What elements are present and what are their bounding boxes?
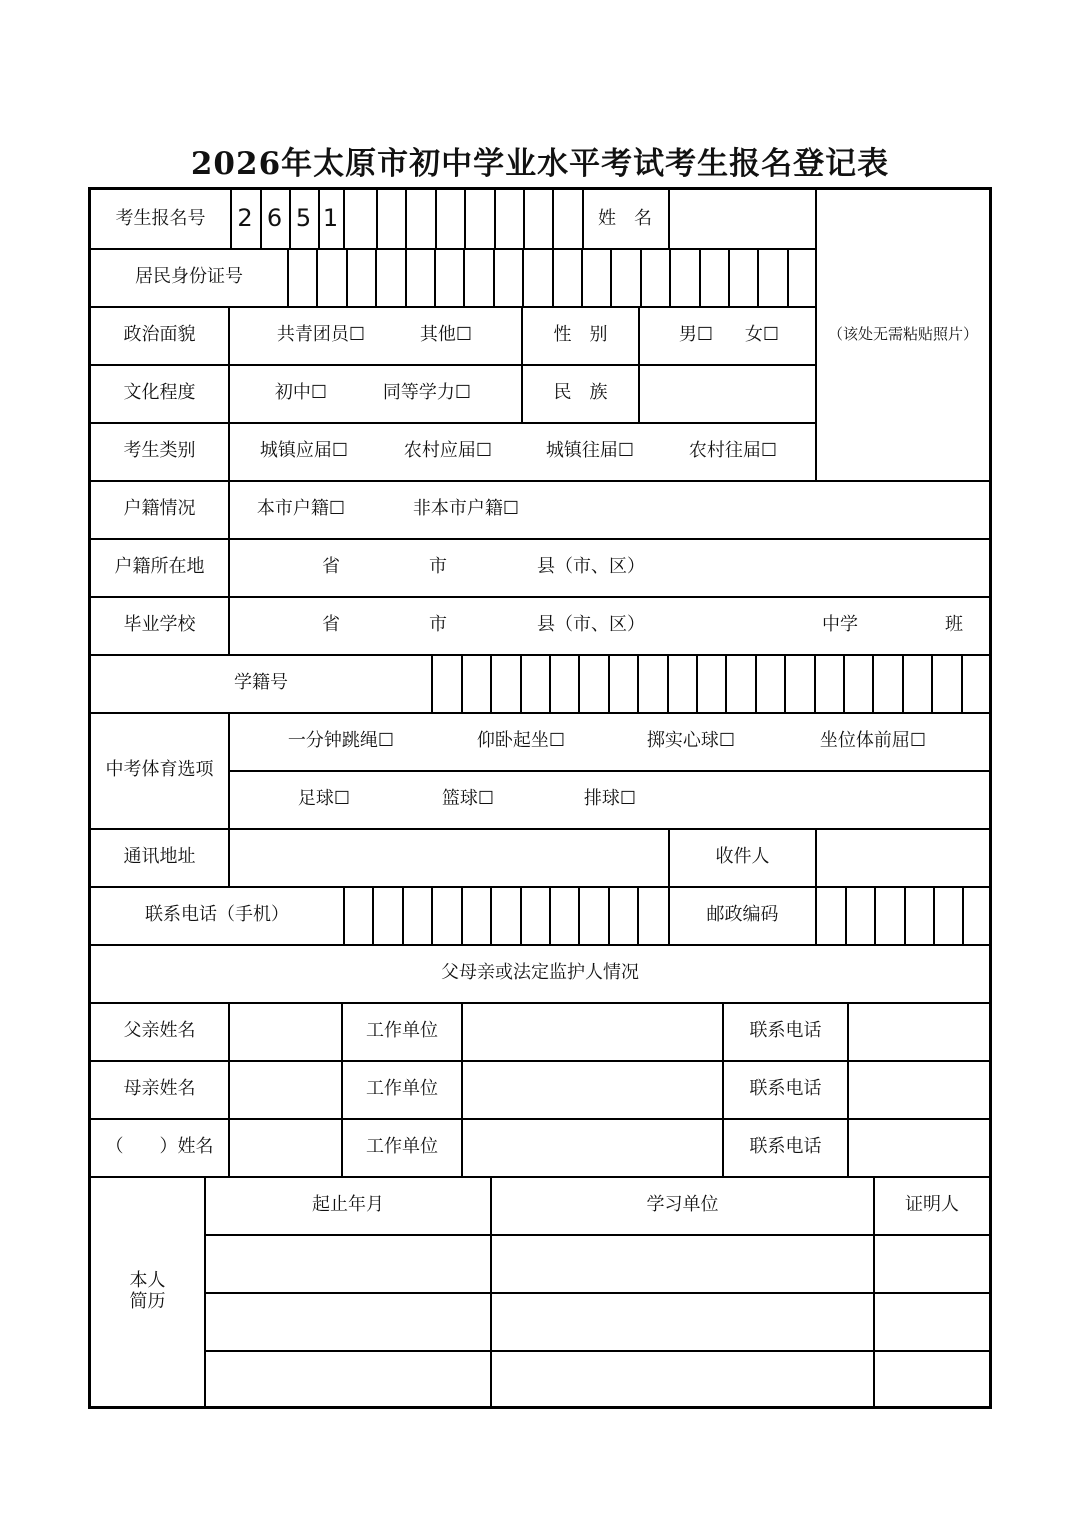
mother-workplace-label: 工作单位 bbox=[366, 1077, 438, 1099]
ethnicity-field[interactable] bbox=[640, 366, 815, 422]
resume-witness-field[interactable] bbox=[875, 1236, 989, 1292]
guardian-workplace-field[interactable] bbox=[463, 1120, 722, 1176]
resume-witness-field[interactable] bbox=[875, 1352, 989, 1406]
category-option-urban-previous[interactable]: 城镇往届☐ bbox=[545, 439, 635, 461]
mother-phone-label: 联系电话 bbox=[749, 1077, 822, 1099]
cell-divider bbox=[228, 306, 230, 422]
resume-unit-field[interactable] bbox=[492, 1352, 873, 1406]
id-number-field[interactable] bbox=[289, 250, 815, 306]
candidate-category-label: 考生类别 bbox=[123, 439, 196, 461]
photo-note: （该处无需粘贴照片） bbox=[827, 325, 978, 344]
father-workplace-field[interactable] bbox=[463, 1004, 722, 1060]
postcode-field[interactable] bbox=[817, 888, 989, 944]
student-number-label: 学籍号 bbox=[234, 671, 288, 693]
resume-witness-header: 证明人 bbox=[905, 1193, 959, 1215]
mother-name-label: 母亲姓名 bbox=[123, 1077, 196, 1099]
resume-period-field[interactable] bbox=[206, 1352, 490, 1406]
guardian-name-label: （ ）姓名 bbox=[105, 1135, 214, 1157]
hukou-location-label: 户籍所在地 bbox=[114, 555, 205, 577]
education-label: 文化程度 bbox=[123, 381, 196, 403]
exam-number-digit-box[interactable] bbox=[494, 190, 523, 248]
mother-phone-field[interactable] bbox=[849, 1062, 989, 1118]
exam-number-digit-box[interactable] bbox=[464, 190, 494, 248]
mother-name-field[interactable] bbox=[230, 1062, 341, 1118]
cell-divider bbox=[228, 422, 230, 480]
exam-number-digit: 5 bbox=[295, 204, 312, 233]
school-city-suffix: 市 bbox=[429, 613, 447, 635]
school-name-suffix: 中学 bbox=[822, 613, 858, 635]
pe-option-volleyball[interactable]: 排球☐ bbox=[583, 787, 637, 809]
parents-section-header: 父母亲或法定监护人情况 bbox=[441, 961, 639, 983]
exam-number-digit-box[interactable] bbox=[552, 190, 582, 248]
mother-workplace-field[interactable] bbox=[463, 1062, 722, 1118]
guardian-phone-label: 联系电话 bbox=[749, 1135, 822, 1157]
id-number-label: 居民身份证号 bbox=[135, 265, 243, 287]
recipient-field[interactable] bbox=[817, 830, 989, 886]
father-phone-label: 联系电话 bbox=[749, 1019, 822, 1041]
pe-option-sit-and-reach[interactable]: 坐位体前屈☐ bbox=[819, 729, 927, 751]
resume-witness-field[interactable] bbox=[875, 1294, 989, 1350]
cell-divider bbox=[228, 712, 230, 828]
hukou-label: 户籍情况 bbox=[123, 497, 196, 519]
political-option-league-member[interactable]: 共青团员☐ bbox=[276, 323, 366, 345]
exam-number-digit: 2 bbox=[237, 204, 253, 233]
father-phone-field[interactable] bbox=[849, 1004, 989, 1060]
father-name-label: 父亲姓名 bbox=[123, 1019, 196, 1041]
category-option-urban-current[interactable]: 城镇应届☐ bbox=[259, 439, 349, 461]
exam-number-digit-box[interactable] bbox=[523, 190, 552, 248]
recipient-label: 收件人 bbox=[715, 845, 770, 867]
student-number-field[interactable] bbox=[433, 656, 989, 712]
father-name-field[interactable] bbox=[230, 1004, 341, 1060]
hukou-province-suffix: 省 bbox=[322, 555, 340, 577]
registration-form-table bbox=[88, 187, 992, 1409]
exam-number-digit-box[interactable] bbox=[405, 190, 435, 248]
category-option-rural-current[interactable]: 农村应届☐ bbox=[403, 439, 493, 461]
page-title: 2026年太原市初中学业水平考试考生报名登记表 bbox=[190, 146, 890, 182]
address-field[interactable] bbox=[230, 830, 668, 886]
resume-label-line2: 简历 bbox=[129, 1291, 166, 1312]
ethnicity-label: 民 族 bbox=[553, 381, 608, 403]
mobile-phone-field[interactable] bbox=[345, 888, 668, 944]
name-field[interactable] bbox=[668, 190, 815, 248]
hukou-county-suffix: 县（市、区） bbox=[537, 555, 645, 577]
exam-number-digit: 1 bbox=[322, 204, 339, 233]
pe-option-football[interactable]: 足球☐ bbox=[297, 787, 351, 809]
guardian-workplace-label: 工作单位 bbox=[366, 1135, 438, 1157]
school-province-suffix: 省 bbox=[322, 613, 340, 635]
graduation-school-label: 毕业学校 bbox=[123, 613, 196, 635]
category-option-rural-previous[interactable]: 农村往届☐ bbox=[688, 439, 778, 461]
exam-number-label: 考生报名号 bbox=[115, 207, 206, 229]
cell-divider bbox=[228, 596, 230, 654]
resume-period-field[interactable] bbox=[206, 1236, 490, 1292]
exam-number-digit-box[interactable] bbox=[376, 190, 405, 248]
resume-period-field[interactable] bbox=[206, 1294, 490, 1350]
hukou-location-field[interactable] bbox=[651, 540, 989, 596]
gender-option-male[interactable]: 男☐ bbox=[678, 323, 714, 345]
exam-number-digit: 6 bbox=[266, 204, 283, 233]
pe-option-medicine-ball[interactable]: 掷实心球☐ bbox=[646, 729, 736, 751]
cell-divider bbox=[228, 480, 230, 538]
resume-label-line1: 本人 bbox=[129, 1270, 166, 1292]
pe-option-jump-rope[interactable]: 一分钟跳绳☐ bbox=[287, 729, 395, 751]
education-option-junior-high[interactable]: 初中☐ bbox=[274, 381, 328, 403]
father-workplace-label: 工作单位 bbox=[366, 1019, 438, 1041]
school-class-suffix: 班 bbox=[945, 613, 963, 635]
political-option-other[interactable]: 其他☐ bbox=[419, 323, 473, 345]
pe-options-label: 中考体育选项 bbox=[105, 758, 214, 780]
mobile-phone-label: 联系电话（手机） bbox=[145, 903, 289, 925]
political-status-label: 政治面貌 bbox=[123, 323, 196, 345]
hukou-option-non-local[interactable]: 非本市户籍☐ bbox=[412, 497, 520, 519]
education-option-equivalent[interactable]: 同等学力☐ bbox=[382, 381, 472, 403]
school-county-suffix: 县（市、区） bbox=[537, 613, 645, 635]
address-label: 通讯地址 bbox=[123, 845, 196, 867]
hukou-option-local[interactable]: 本市户籍☐ bbox=[256, 497, 346, 519]
pe-option-basketball[interactable]: 篮球☐ bbox=[441, 787, 495, 809]
guardian-name-field[interactable] bbox=[230, 1120, 341, 1176]
guardian-phone-field[interactable] bbox=[849, 1120, 989, 1176]
gender-label: 性 别 bbox=[553, 323, 608, 345]
resume-unit-field[interactable] bbox=[492, 1236, 873, 1292]
hukou-city-suffix: 市 bbox=[429, 555, 447, 577]
name-label: 姓 名 bbox=[598, 207, 652, 229]
resume-period-header: 起止年月 bbox=[312, 1193, 384, 1215]
gender-option-female[interactable]: 女☐ bbox=[744, 323, 780, 345]
postcode-label: 邮政编码 bbox=[706, 903, 779, 925]
resume-unit-field[interactable] bbox=[492, 1294, 873, 1350]
cell-divider bbox=[228, 538, 230, 596]
pe-option-sit-ups[interactable]: 仰卧起坐☐ bbox=[476, 729, 566, 751]
exam-number-digit-box[interactable] bbox=[435, 190, 464, 248]
exam-number-digit-box[interactable] bbox=[343, 190, 376, 248]
resume-section-label bbox=[91, 1176, 204, 1408]
resume-unit-header: 学习单位 bbox=[646, 1193, 719, 1215]
